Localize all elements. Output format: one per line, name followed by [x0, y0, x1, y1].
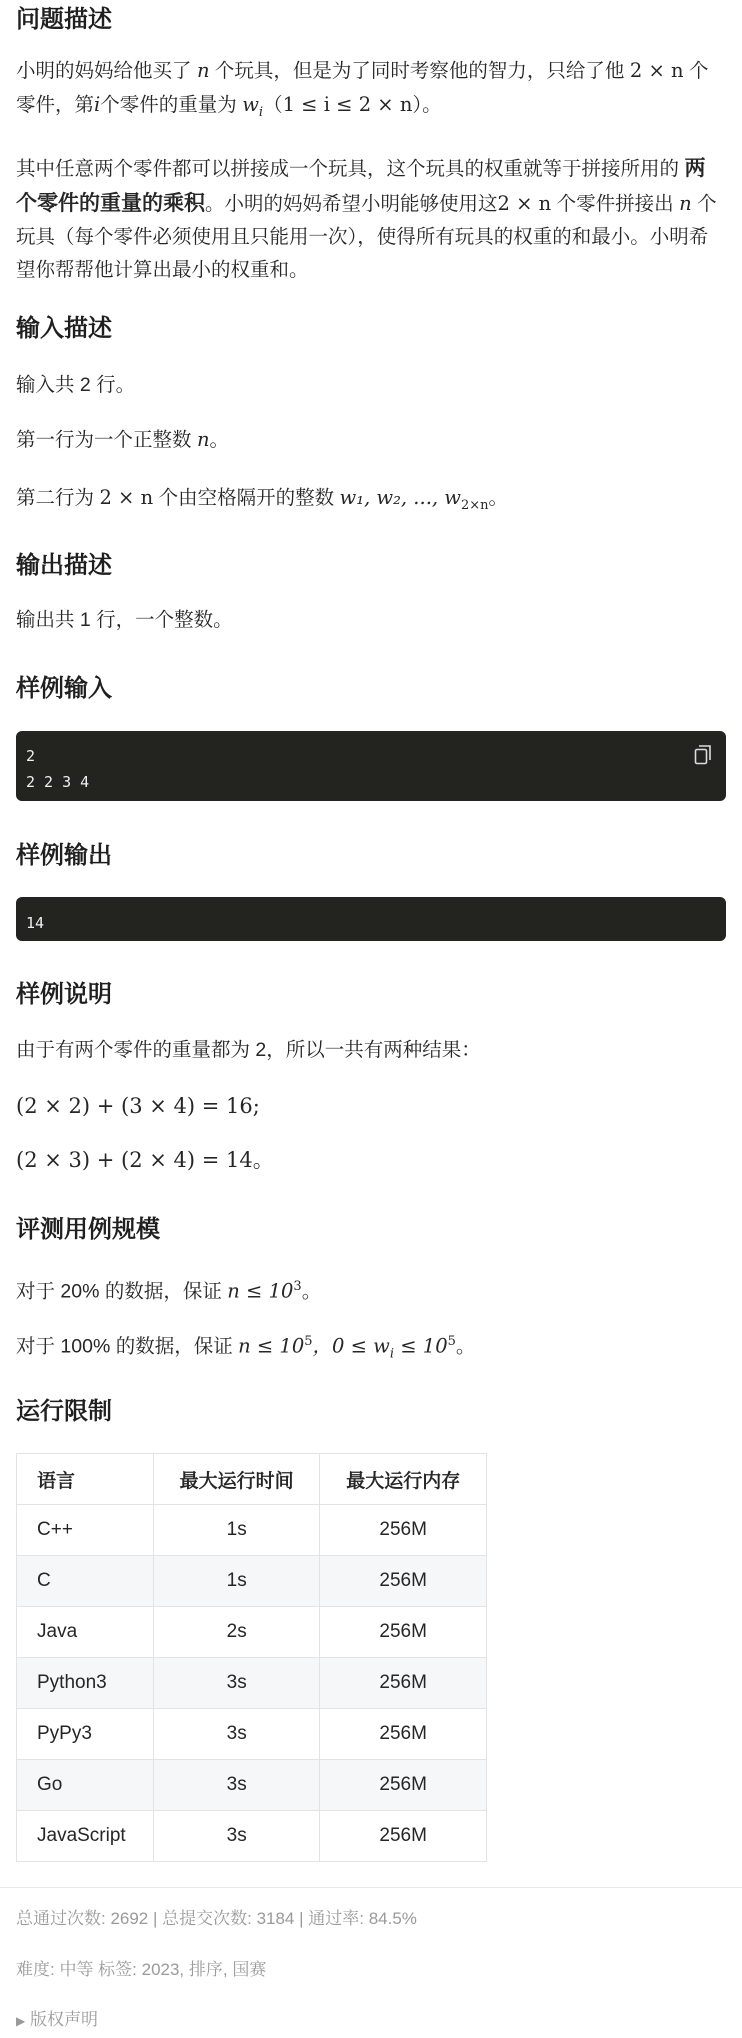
- divider: [0, 1887, 742, 1888]
- limits-table: [16, 1453, 487, 1862]
- input-section: [16, 311, 726, 347]
- difficulty-tags: 难度: 中等 标签: 2023, 排序, 国赛: [16, 1960, 267, 1979]
- problem-paragraph-1: 小明的妈妈给他买了 n 个玩具，但是为了同时考察他的智力，只给了他 2 × n 个零件，第i个零件的重量为 $w_i(1 \le i \le 2 \times n)$。: [16, 59, 709, 120]
- language-cell: Go: [17, 1760, 154, 1811]
- memory-cell: 256M: [320, 1658, 487, 1709]
- table-row: [17, 1505, 487, 1556]
- header-language: 语言: [17, 1454, 154, 1505]
- header-memory: 最大运行内存: [320, 1454, 487, 1505]
- time-cell: 2s: [153, 1607, 319, 1658]
- table-row: [17, 1658, 487, 1709]
- explain-title: 样例说明: [16, 981, 112, 1008]
- language-cell: C++: [17, 1505, 154, 1556]
- problem-paragraph-2: 其中任意两个零件都可以拼接成一个玩具，这个玩具的权重就等于拼接所用的 两个零件的重量的乘积。小明的妈妈希望小明能够使用这2 × n 个零件拼接出 n 个玩具（每个零件必须使用且只能用一次），使得所有玩具的权重的和最小。小明希望你帮帮他计算出最小的权重和。: [16, 154, 717, 281]
- problem-description: [16, 54, 726, 287]
- input-line-2: 第一行为一个正整数 n。: [16, 428, 230, 451]
- memory-cell: 256M: [320, 1709, 487, 1760]
- problem-section: [16, 2, 726, 38]
- input-line-3: 第二行为 2 × n 个由空格隔开的整数 w₁, w₂, ..., $w_{2\times n}$。: [16, 486, 509, 513]
- time-cell: 1s: [153, 1505, 319, 1556]
- language-cell: Python3: [17, 1658, 154, 1709]
- time-cell: 3s: [153, 1709, 319, 1760]
- memory-cell: 256M: [320, 1505, 487, 1556]
- limits-title: 运行限制: [16, 1398, 112, 1425]
- table-header-row: [17, 1454, 487, 1505]
- table-row: [17, 1607, 487, 1658]
- sample-output-code[interactable]: 14: [16, 897, 726, 941]
- header-time: 最大运行时间: [153, 1454, 319, 1505]
- time-cell: 3s: [153, 1811, 319, 1862]
- problem-title: 问题描述: [16, 6, 112, 33]
- language-cell: Java: [17, 1607, 154, 1658]
- scale-line-1: 对于 20% 的数据，保证 $n \le 10^3$。: [16, 1279, 322, 1303]
- time-cell: 3s: [153, 1760, 319, 1811]
- input-line-1: 输入共 2 行。: [16, 374, 136, 396]
- table-row: [17, 1556, 487, 1607]
- language-cell: JavaScript: [17, 1811, 154, 1862]
- memory-cell: 256M: [320, 1760, 487, 1811]
- memory-cell: 256M: [320, 1607, 487, 1658]
- table-row: [17, 1811, 487, 1862]
- time-cell: 1s: [153, 1556, 319, 1607]
- language-cell: C: [17, 1556, 154, 1607]
- time-cell: 3s: [153, 1658, 319, 1709]
- sample-output-title: 样例输出: [16, 842, 112, 869]
- scale-title: 评测用例规模: [16, 1216, 160, 1243]
- copy-icon[interactable]: [694, 745, 712, 765]
- explain-line-3: (2 × 3) + (2 × 4) = 14。: [16, 1148, 274, 1172]
- sample-input-code[interactable]: 2 2 2 3 4: [16, 731, 726, 801]
- sample-input-title: 样例输入: [16, 675, 112, 702]
- input-title: 输入描述: [16, 315, 112, 342]
- memory-cell: 256M: [320, 1811, 487, 1862]
- language-cell: PyPy3: [17, 1709, 154, 1760]
- submission-stats: 总通过次数: 2692 | 总提交次数: 3184 | 通过率: 84.5%: [16, 1909, 417, 1928]
- table-row: [17, 1760, 487, 1811]
- triangle-right-icon: ▶: [16, 2014, 26, 2028]
- memory-cell: 256M: [320, 1556, 487, 1607]
- explain-line-1: 由于有两个零件的重量都为 2，所以一共有两种结果：: [16, 1039, 481, 1061]
- output-line-1: 输出共 1 行，一个整数。: [16, 609, 233, 631]
- output-title: 输出描述: [16, 552, 112, 579]
- copyright-toggle[interactable]: ▶ 版权声明: [16, 2010, 98, 2029]
- table-row: [17, 1709, 487, 1760]
- scale-line-2: 对于 100% 的数据，保证 $n \le 10^5$，$0 \le w_i \le 10^5$。: [16, 1334, 476, 1362]
- explain-line-2: (2 × 2) + (3 × 4) = 16;: [16, 1094, 260, 1118]
